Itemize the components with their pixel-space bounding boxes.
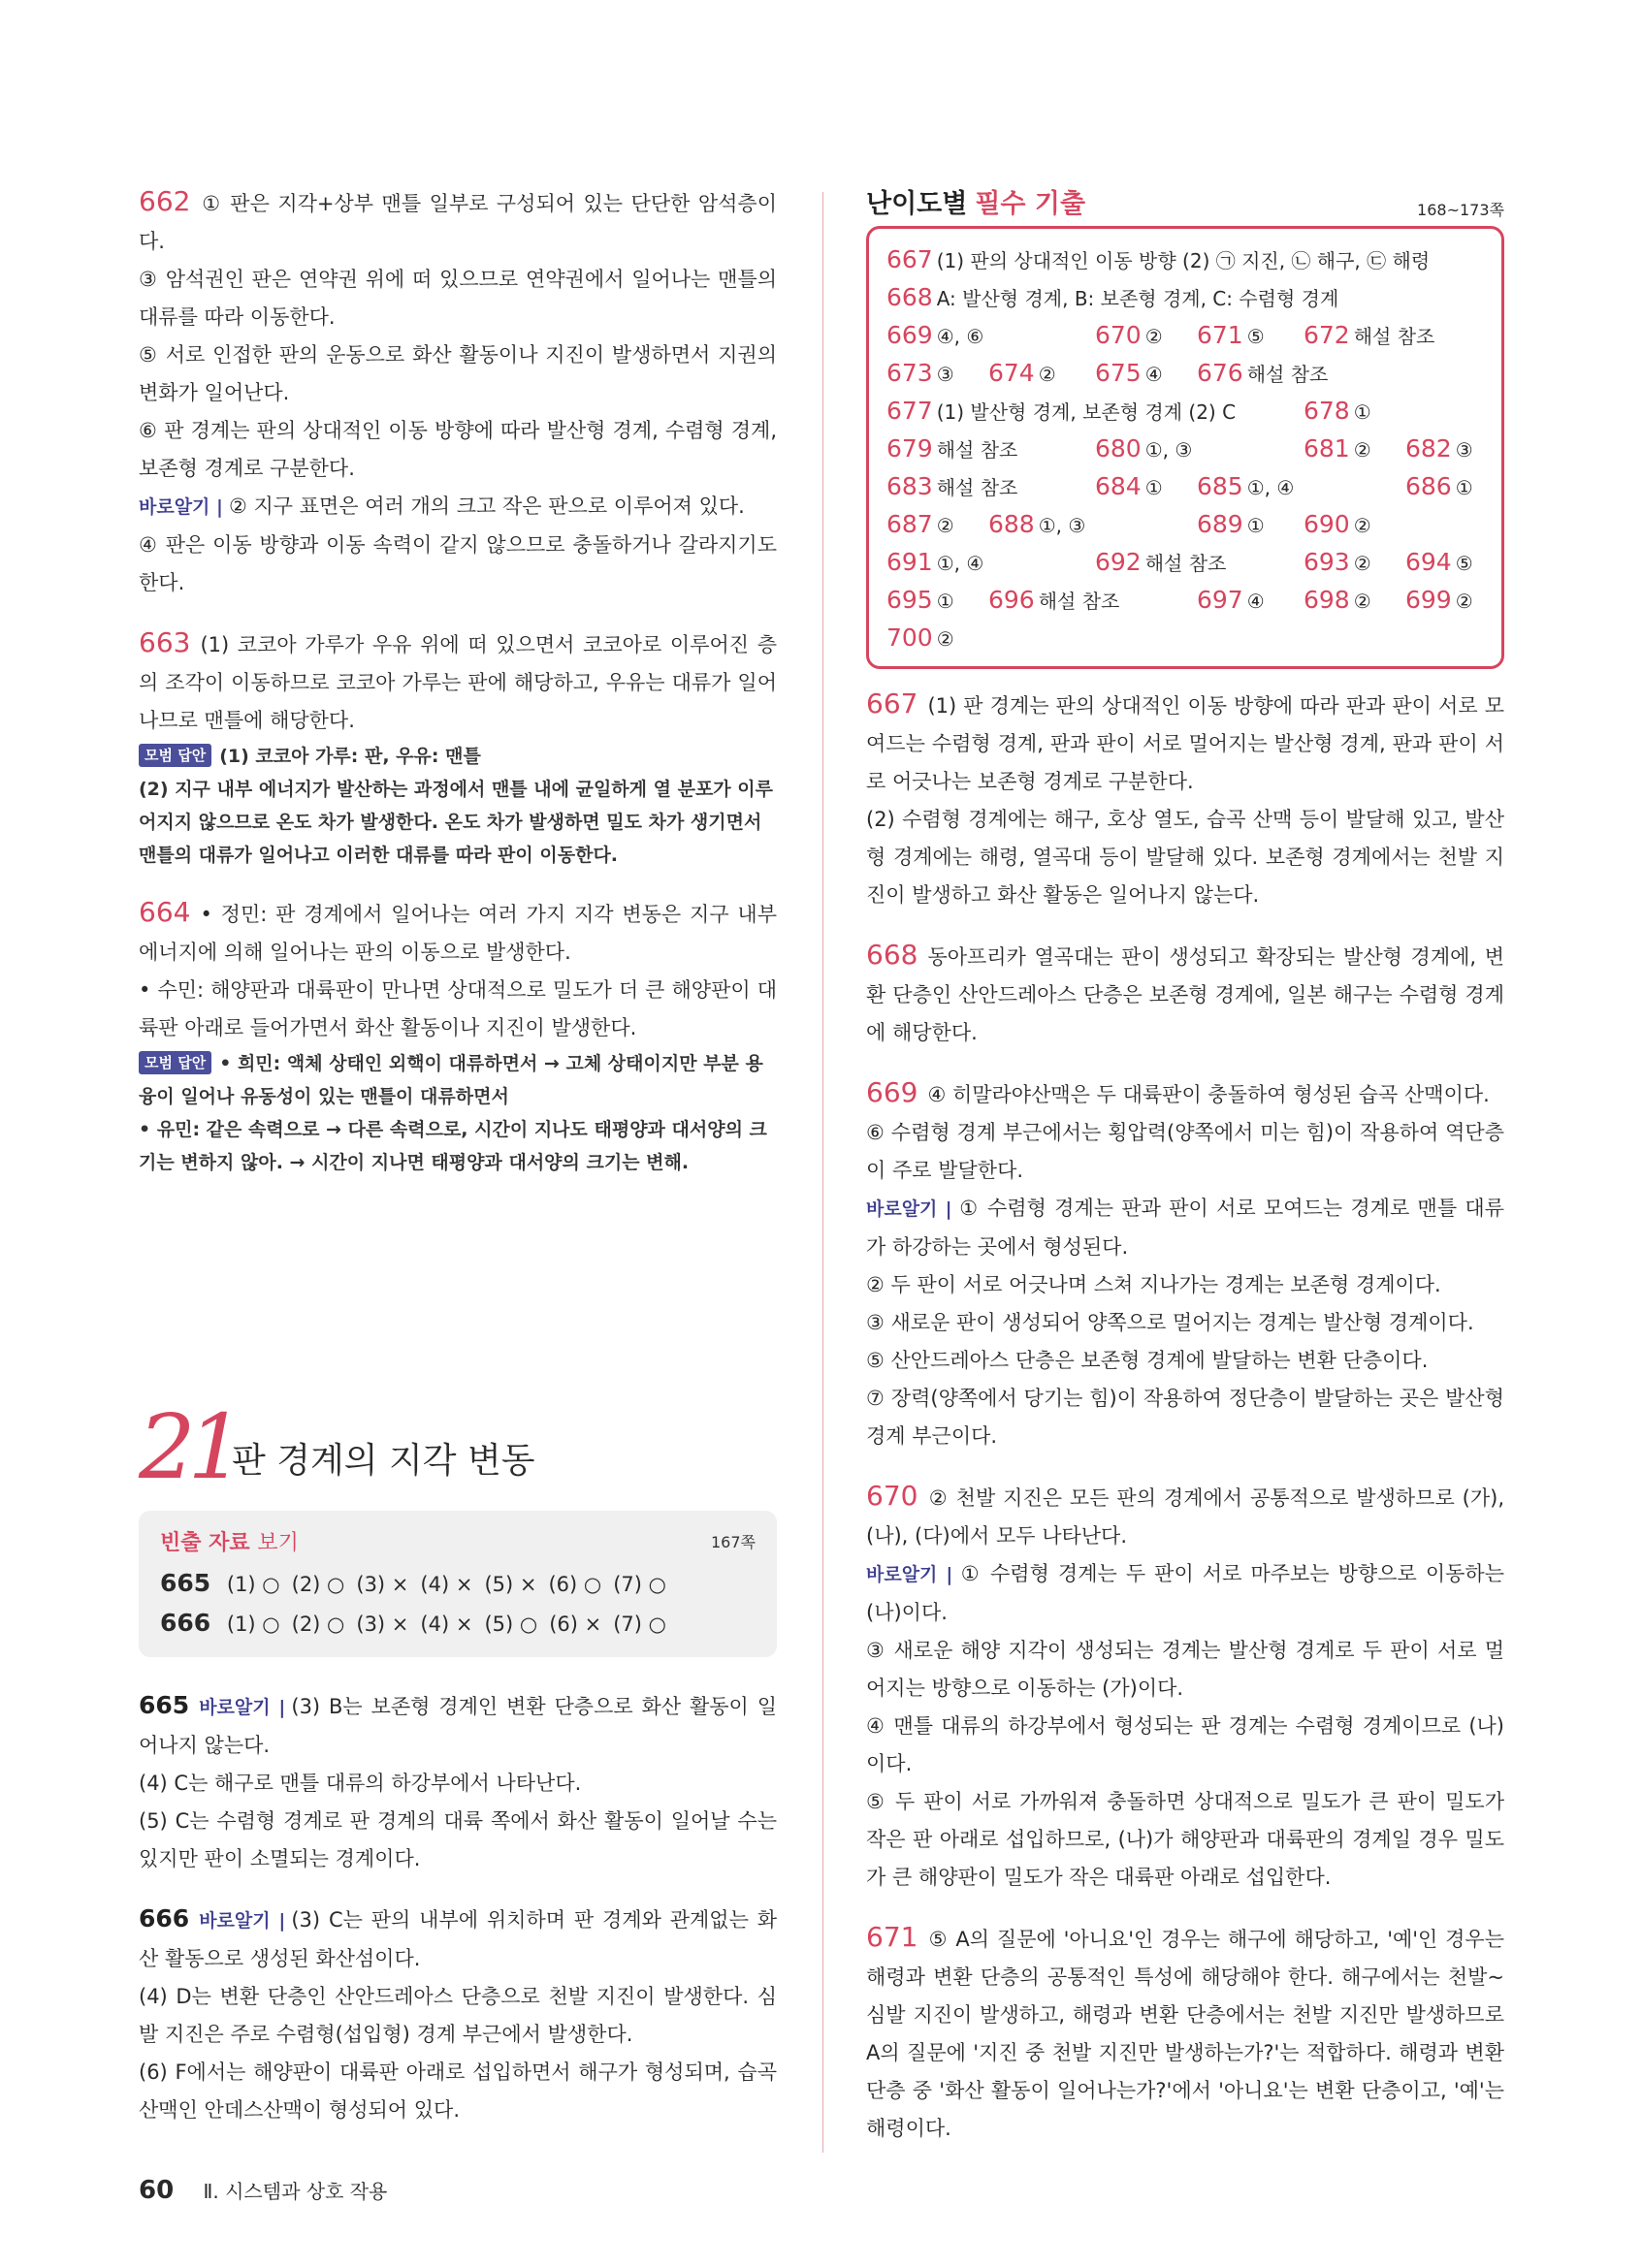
answer-key-number: 695 [886,586,933,614]
answer-key-number: 694 [1405,548,1452,576]
answer-key-value: ④, ⑥ [936,325,984,348]
answer-key-entry [1304,543,1371,583]
correction-label: 바로알기 | [866,1198,952,1220]
answer-key-entry [1405,543,1473,583]
answer-key-entry [1304,581,1371,621]
answer-key-entry [988,581,1119,621]
correction-line: ⑤ 산안드레아스 단층은 보존형 경계에 발달하는 변환 단층이다. [866,1349,1429,1372]
answer-key-entry [1095,354,1163,394]
box-title: 빈출 자료 보기 [160,1531,299,1555]
correction-line: ④ 맨틀 대류의 하강부에서 형성되는 판 경계는 수렴형 경계이므로 (나)이다. [866,1714,1504,1775]
answer-key-number: 699 [1405,586,1452,614]
model-answer-line: (1) 코코아 가루: 판, 우유: 맨틀 [219,746,481,767]
question-number: 670 [866,1480,918,1512]
answer-key-entry [886,278,1338,318]
answer-key-value: ① [936,590,954,613]
answer-key-row [886,467,1484,505]
explanation-line: ③ 암석권인 판은 연약권 위에 떠 있으므로 연약권에서 일어나는 맨틀의 대류를 따라 이동한다. [139,268,777,329]
answer-key-row [886,392,1484,430]
answer-key-value: ② [1144,325,1163,348]
answer-key-number: 691 [886,548,933,576]
answer-key-value: 해설 참조 [936,476,1018,499]
answer-key-value: ② [1353,552,1371,575]
answer-key-entry [886,240,1430,280]
explanation-text: (1) 코코아 가루가 우유 위에 떠 있으면서 코코아로 이루어진 층의 조각이 이동하므로 코코아 가루는 판에 해당하고, 우유는 대류가 일어나므로 맨틀에 해당한다. [139,633,777,732]
answer-key-title: 난이도별 필수 기출 [866,189,1086,219]
answer-key-number: 683 [886,472,933,500]
answer-key-value: 해설 참조 [1246,363,1329,386]
answer-key-value: ⑤ [1246,325,1265,348]
correction-line: ① 수렴형 경계는 판과 판이 서로 모여드는 경계로 맨틀 대류가 하강하는 곳에서 형성된다. [866,1197,1504,1259]
answer-key-number: 672 [1304,321,1350,349]
answer-key-value: ① [1353,400,1371,424]
page-reference: 168~173쪽 [1417,201,1504,219]
explanation-text: (2) 수렴형 경계에는 해구, 호상 열도, 습곡 산맥 등이 발달해 있고, 발산형 경계에는 해령, 열곡대 등이 발달해 있다. 보존형 경계에서는 천발 지진이 발생하고 화산 활동은 일어나지 않는다. [866,808,1504,907]
answer-key-value: ④ [1144,363,1163,386]
answer-663 [139,623,777,872]
ox-answer-row: 666 (1) ○ (2) ○ (3) × (4) × (5) ○ (6) × (7) ○ [160,1609,666,1637]
correction-line: ⑦ 장력(양쪽에서 당기는 힘)이 작용하여 정단층이 발달하는 곳은 발산형 경계 부근이다. [866,1387,1504,1448]
question-number: 666 [139,1904,190,1933]
answer-key-number: 674 [988,359,1035,387]
correction-label: 바로알기 | [199,1697,286,1718]
correction-line: ② 두 판이 서로 어긋나며 스쳐 지나가는 경계는 보존형 경계이다. [866,1273,1441,1296]
question-number: 664 [139,896,191,928]
answer-key-number: 690 [1304,510,1350,538]
page-number: 60 [139,2176,175,2205]
answer-key-number: 673 [886,359,933,387]
correction-line: ⑤ 두 판이 서로 가까워져 충돌하면 상대적으로 밀도가 큰 판이 밀도가 작은 판 아래로 섭입하므로, (나)가 해양판과 대륙판의 경계일 경우 밀도가 큰 해양판이 밀도가 작은 대륙판 아래로 섭입한다. [866,1790,1504,1889]
answer-key-row [886,430,1484,467]
answer-key-entry [1095,467,1163,507]
explanation-line: ⑥ 판 경계는 판의 상대적인 이동 방향에 따라 발산형 경계, 수렴형 경계, 보존형 경계로 구분한다. [139,419,777,480]
answer-key-row [886,278,1484,316]
answer-key-value: ② [936,514,954,537]
question-number: 662 [139,185,191,217]
answer-key-value: ①, ③ [1038,514,1086,537]
answer-664 [139,893,777,1179]
question-number: 669 [866,1076,918,1108]
correction-line: (5) C는 수렴형 경계로 판 경계의 대륙 쪽에서 화산 활동이 일어날 수는 있지만 판이 소멸되는 경계이다. [139,1809,777,1870]
answer-key-value: ① [1144,476,1163,499]
answer-key-entry [886,430,1017,469]
question-number: 665 [139,1691,190,1719]
answer-key-value: ①, ④ [1246,476,1295,499]
answer-key-row [886,354,1484,392]
answer-key-value: ② [936,627,954,651]
answer-key-entry [886,619,954,658]
answer-key-value: 해설 참조 [936,438,1018,462]
answer-key-number: 689 [1197,510,1243,538]
answer-key-entry [1095,543,1226,583]
correction-line: ③ 새로운 판이 생성되어 양쪽으로 멀어지는 경계는 발산형 경계이다. [866,1311,1474,1334]
explanation-text: (1) 판 경계는 판의 상대적인 이동 방향에 따라 판과 판이 서로 모여드는 수렴형 경계, 판과 판이 서로 멀어지는 발산형 경계, 판과 판이 서로 어긋나는 보존형 경계로 구분한다. [866,694,1504,793]
ox-answer-row: 665 (1) ○ (2) ○ (3) × (4) × (5) × (6) ○ (7) ○ [160,1569,666,1597]
answer-key-value: ①, ④ [936,552,984,575]
question-number: 671 [866,1921,918,1953]
chapter-heading [139,1395,777,1501]
page-reference: 167쪽 [711,1533,756,1551]
answer-key-entry [988,505,1085,545]
explanation-text: ② 천발 지진은 모든 판의 경계에서 공통적으로 발생하므로 (가), (나), (다)에서 모두 나타난다. [866,1486,1504,1548]
answer-671 [866,1918,1504,2148]
answer-key-entry [1405,467,1473,507]
answer-key-number: 692 [1095,548,1142,576]
answer-key-number: 688 [988,510,1035,538]
answer-key-number: 670 [1095,321,1142,349]
explanation-text: 동아프리카 열곡대는 판이 생성되고 확장되는 발산형 경계에, 변환 단층인 산안드레아스 단층은 보존형 경계에, 일본 해구는 수렴형 경계에 해당한다. [866,945,1504,1044]
answer-key-row [886,505,1484,543]
answer-key-number: 682 [1405,434,1452,463]
answer-key-number: 667 [886,245,933,273]
correction-label: 바로알기 | [199,1910,286,1932]
answer-key-number: 686 [1405,472,1452,500]
answer-key-number: 669 [886,321,933,349]
answer-key-number: 698 [1304,586,1350,614]
correction-line: (4) D는 변환 단층인 산안드레아스 단층으로 천발 지진이 발생한다. 심발 지진은 주로 수렴형(섭입형) 경계 부근에서 발생한다. [139,1985,777,2046]
answer-key-number: 697 [1197,586,1243,614]
answer-key-number: 696 [988,586,1035,614]
answer-key-value: ② [1455,590,1473,613]
answer-key-number: 678 [1304,397,1350,425]
answer-key-value: ④ [1246,590,1265,613]
answer-key-value: ⑤ [1455,552,1473,575]
model-answer-line: • 희민: 액체 상태인 외핵이 대류하면서 → 고체 상태이지만 부분 용융이 일어나 유동성이 있는 맨틀이 대류하면서 [139,1053,763,1107]
explanation-line: ⑥ 수렴형 경계 부근에서는 횡압력(양쪽에서 미는 힘)이 작용하여 역단층이 주로 발달한다. [866,1121,1504,1182]
answer-key-entry [988,354,1056,394]
answer-key-entry [886,581,954,621]
correction-line: (3) C는 판의 내부에 위치하며 판 경계와 관계없는 화산 활동으로 생성된 화산섬이다. [139,1908,777,1970]
answer-key-entry [886,316,983,356]
correction-line: ② 지구 표면은 여러 개의 크고 작은 판으로 이루어져 있다. [228,495,745,518]
answer-key-entry [1197,316,1265,356]
answer-key-value: A: 발산형 경계, B: 보존형 경계, C: 수렴형 경계 [936,287,1339,310]
answer-key-entry [1095,430,1192,469]
answer-key-value: ② [1353,438,1371,462]
answer-key-entry [1405,581,1473,621]
question-number: 667 [866,687,918,719]
answer-key-number: 687 [886,510,933,538]
answer-key-value: ③ [936,363,954,386]
answer-key-number: 677 [886,397,933,425]
correction-line: (6) F에서는 해양판이 대륙판 아래로 섭입하면서 해구가 형성되며, 습곡 산맥인 안데스산맥이 형성되어 있다. [139,2060,777,2122]
explanation-line: • 정민: 판 경계에서 일어나는 여러 가지 지각 변동은 지구 내부 에너지에 의해 일어나는 판의 이동으로 발생한다. [139,903,777,964]
section-title: Ⅱ. 시스템과 상호 작용 [203,2180,388,2203]
explanation-line: ④ 히말라야산맥은 두 대륙판이 충돌하여 형성된 습곡 산맥이다. [927,1083,1490,1106]
answer-666 [139,1900,777,2129]
answer-key-row [886,619,1484,656]
explanation-line: • 수민: 해양판과 대륙판이 만나면 상대적으로 밀도가 더 큰 해양판이 대륙판 아래로 들어가면서 화산 활동이나 지진이 발생한다. [139,978,777,1039]
correction-label: 바로알기 | [866,1564,953,1585]
answer-key-entry [1197,581,1265,621]
answer-669 [866,1073,1504,1455]
model-answer-line: (2) 지구 내부 에너지가 발산하는 과정에서 맨틀 내에 균일하게 열 분포가 이루어지지 않으므로 온도 차가 발생한다. 온도 차가 발생하면 밀도 차가 생기면서 맨틀의 대류가 일어나고 이러한 대류를 따라 판이 이동한다. [139,779,773,866]
answer-665 [139,1686,777,1878]
answer-key-number: 693 [1304,548,1350,576]
answer-key-value: ② [1038,363,1056,386]
answer-key-entry [1095,316,1163,356]
answer-key-row [886,543,1484,581]
answer-key-row [886,581,1484,619]
answer-key-entry [886,467,1017,507]
model-answer-tag: 모범 답안 [139,1051,211,1074]
explanation-line: ⑤ 서로 인접한 판의 운동으로 화산 활동이나 지진이 발생하면서 지권의 변화가 일어난다. [139,343,777,404]
left-column [139,182,777,2151]
explanation-line: ① 판은 지각+상부 맨틀 일부로 구성되어 있는 단단한 암석층이다. [139,192,777,253]
answer-key-value: (1) 발산형 경계, 보존형 경계 (2) C [936,400,1237,424]
model-answer-line: • 유민: 같은 속력으로 → 다른 속력으로, 시간이 지나도 태평양과 대서양의 크기는 변하지 않아. → 시간이 지나면 태평양과 대서양의 크기는 변해. [139,1119,767,1173]
answer-key-value: ① [1246,514,1265,537]
answer-key-entry [1405,430,1473,469]
answer-key-value: ③ [1455,438,1473,462]
answer-key-number: 680 [1095,434,1142,463]
answer-670 [866,1477,1504,1897]
answer-key-entry [886,392,1236,431]
chapter-title: 판 경계의 지각 변동 [232,1441,535,1481]
answer-key-value: 해설 참조 [1353,325,1435,348]
correction-line: ④ 판은 이동 방향과 이동 속력이 같지 않으므로 충돌하거나 갈라지기도 한다. [139,533,777,594]
answer-key-number: 679 [886,434,933,463]
answer-key-entry [886,505,954,545]
frequent-data-box [139,1511,777,1657]
answer-key-number: 700 [886,623,933,652]
answer-key-entry [886,354,954,394]
question-number: 663 [139,626,191,658]
answer-667 [866,685,1504,914]
answer-key-entry [886,543,983,583]
answer-key-value: ①, ③ [1144,438,1193,462]
answer-key-value: (1) 판의 상대적인 이동 방향 (2) ㉠ 지진, ㉡ 해구, ㉢ 해령 [936,249,1431,272]
answer-key-number: 671 [1197,321,1243,349]
question-number: 668 [866,939,918,971]
answer-key-number: 681 [1304,434,1350,463]
answer-key-entry [1197,505,1265,545]
answer-key-entry [1304,505,1371,545]
answer-key-entry [1304,316,1434,356]
page-footer [139,2176,387,2205]
correction-line: (4) C는 해구로 맨틀 대류의 하강부에서 나타난다. [139,1772,582,1795]
column-divider [822,192,823,2153]
answer-key-number: 675 [1095,359,1142,387]
answer-key-row [886,240,1484,278]
correction-label: 바로알기 | [139,496,223,518]
right-column [866,182,1504,2169]
answer-key-number: 668 [886,283,933,311]
answer-key-row [886,316,1484,354]
answer-key-value: ② [1353,514,1371,537]
answer-key-value: ② [1353,590,1371,613]
correction-line: (3) B는 보존형 경계인 변환 단층으로 화산 활동이 일어나지 않는다. [139,1695,777,1757]
answer-key-header [866,182,1504,220]
answer-key-number: 676 [1197,359,1243,387]
answer-key-entry [1197,354,1328,394]
answer-key-number: 684 [1095,472,1142,500]
answer-key-entry [1304,430,1371,469]
explanation-text: ⑤ A의 질문에 '아니요'인 경우는 해구에 해당하고, '예'인 경우는 해령과 변환 단층의 공통적인 특성에 해당해야 한다. 해구에서는 천발~심발 지진이 발생하고, 해령과 변환 단층에서는 천발 지진만 발생하므로 A의 질문에 '지진 중 천발 지진만 발생하는가?'는 적합하다. 해령과 변환 단층 중 '화산 활동이 일어나는가?'에서 '아니요'는 변환 단층이고, '예'는 해령이다. [866,1928,1504,2140]
correction-line: ③ 새로운 해양 지각이 생성되는 경계는 발산형 경계로 두 판이 서로 멀어지는 방향으로 이동하는 (가)이다. [866,1639,1504,1700]
model-answer-tag: 모범 답안 [139,744,211,767]
answer-key-box [866,226,1504,669]
answer-key-value: ① [1455,476,1473,499]
correction-line: ① 수렴형 경계는 두 판이 서로 마주보는 방향으로 이동하는 (나)이다. [866,1562,1504,1624]
chapter-number: 21 [139,1395,238,1499]
answer-key-value: 해설 참조 [1144,552,1227,575]
answer-662 [139,182,777,602]
answer-668 [866,936,1504,1052]
answer-key-number: 685 [1197,472,1243,500]
answer-key-entry [1304,392,1371,431]
answer-key-value: 해설 참조 [1038,590,1120,613]
answer-key-entry [1197,467,1294,507]
